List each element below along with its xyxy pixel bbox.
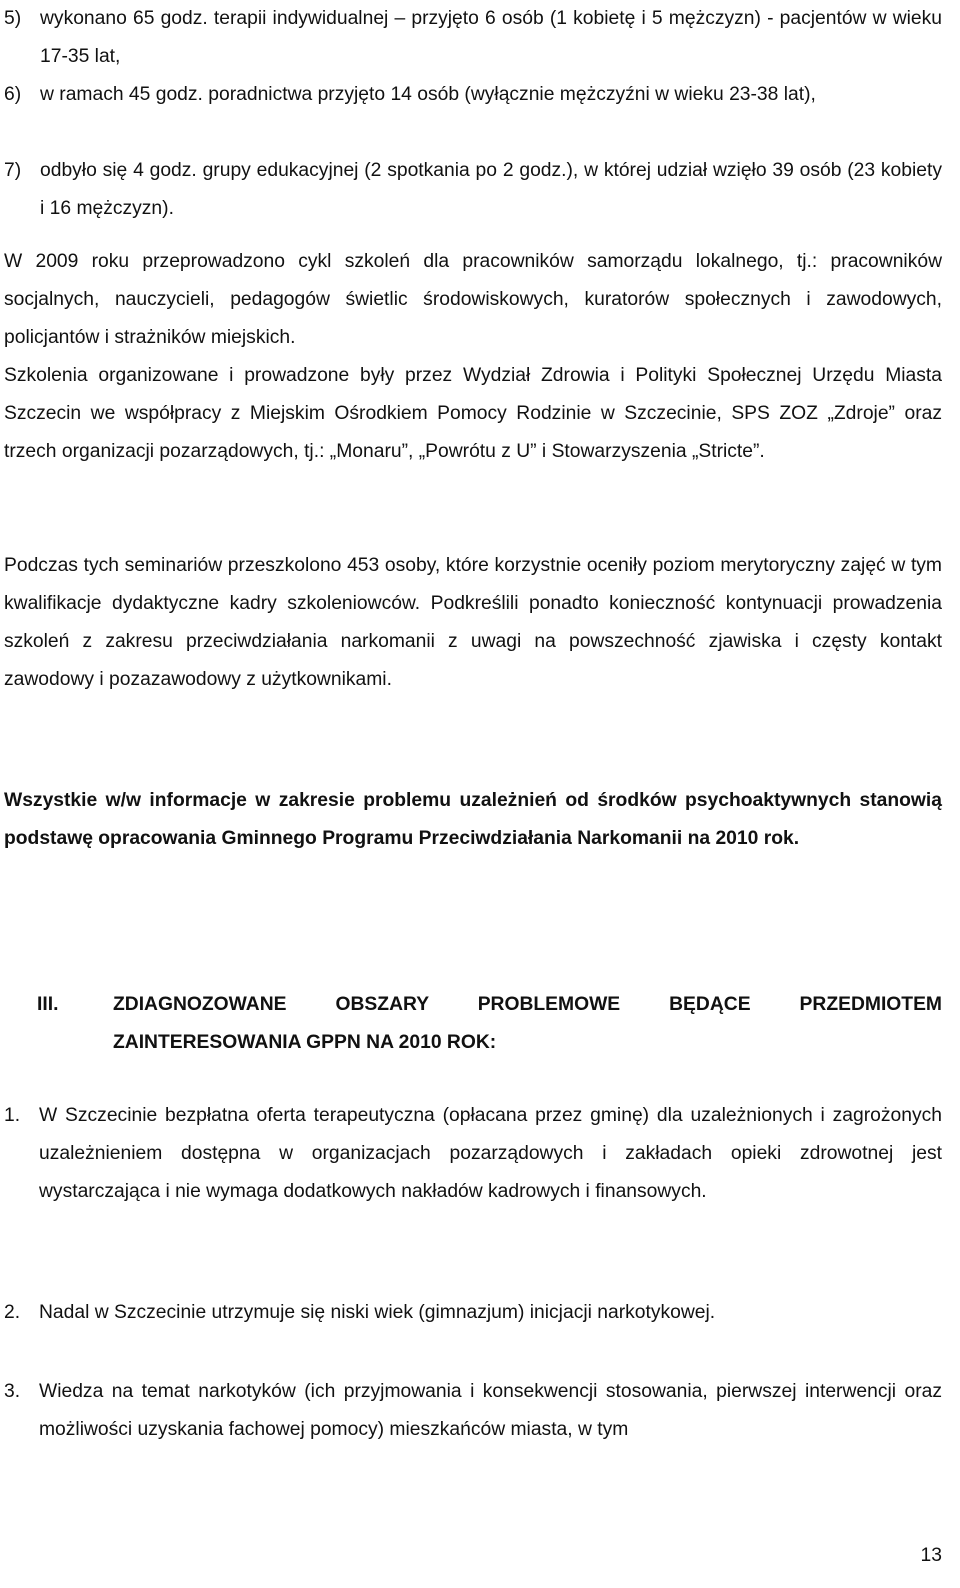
- section-list-item-text: Wiedza na temat narkotyków (ich przyjmowania i konsekwencji stosowania, pierwszej interwencji oraz możliwości uzyskania fachowej pomocy) mieszkańców miasta, w tym: [39, 1381, 942, 1440]
- list-item: [4, 0, 942, 76]
- section-title: ZDIAGNOZOWANE OBSZARY PROBLEMOWE BĘDĄCE PRZEDMIOTEM ZAINTERESOWANIA GPPN NA 2010 ROK:: [113, 994, 942, 1053]
- page-number: 13: [920, 1545, 942, 1566]
- bold-summary-statement: Wszystkie w/w informacje w zakresie problemu uzależnień od środków psychoaktywnych stanowią podstawę opracowania Gminnego Programu Przeciwdziałania Narkomanii na 2010 rok.: [4, 790, 942, 849]
- list-item: [4, 76, 942, 114]
- list-item-text: wykonano 65 godz. terapii indywidualnej – przyjęto 6 osób (1 kobietę i 5 mężczyzn) - pacjentów w wieku 17-35 lat,: [40, 8, 942, 67]
- list-item-text: w ramach 45 godz. poradnictwa przyjęto 14 osób (wyłącznie mężczyźni w wieku 23-38 lat),: [40, 84, 816, 105]
- section-number: III.: [37, 994, 59, 1015]
- section-list-item-text: W Szczecinie bezpłatna oferta terapeutyczna (opłacana przez gminę) dla uzależnionych i zagrożonych uzależnieniem dostępna w organizacjach pozarządowych i zakładach opieki zdrowotnej jest wystarczająca i nie wymaga dodatkowych nakładów kadrowych i finansowych.: [39, 1105, 942, 1202]
- section-list-item-number: 1.: [4, 1105, 21, 1126]
- list-item-number: 6): [4, 84, 22, 105]
- list-item: [4, 152, 942, 228]
- section-list-item: [4, 1294, 942, 1332]
- section-heading: [37, 986, 942, 1062]
- list-item-number: 5): [4, 8, 22, 29]
- list-item-text: odbyło się 4 godz. grupy edukacyjnej (2 spotkania po 2 godz.), w której udział wzięło 39 osób (23 kobiety i 16 mężczyzn).: [40, 160, 942, 219]
- paragraph-training-cycle: W 2009 roku przeprowadzono cykl szkoleń dla pracowników samorządu lokalnego, tj.: pracowników socjalnych, nauczycieli, pedagogów świetlic środowiskowych, kuratorów społecznych i zawodowych, policjantów i strażników miejskich.: [4, 251, 942, 348]
- section-list-item-number: 2.: [4, 1302, 21, 1323]
- section-list-item-text: Nadal w Szczecinie utrzymuje się niski wiek (gimnazjum) inicjacji narkotykowej.: [39, 1302, 716, 1323]
- list-item-number: 7): [4, 160, 22, 181]
- section-list-item: [4, 1097, 942, 1211]
- paragraph-seminar-results: Podczas tych seminariów przeszkolono 453 osoby, które korzystnie oceniły poziom merytoryczny zajęć w tym kwalifikacje dydaktyczne kadry szkoleniowców. Podkreślili ponadto konieczność kontynuacji prowadzenia szkoleń z zakresu przeciwdziałania narkomanii z uwagi na powszechność zjawiska i częsty kontakt zawodowy i pozazawodowy z użytkownikami.: [4, 555, 942, 690]
- section-list-item: [4, 1373, 942, 1449]
- section-list-item-number: 3.: [4, 1381, 21, 1402]
- paragraph-training-organizers: Szkolenia organizowane i prowadzone były przez Wydział Zdrowia i Polityki Społecznej Urzędu Miasta Szczecin we współpracy z Miejskim Ośrodkiem Pomocy Rodzinie w Szczecinie, SPS ZOZ „Zdroje” oraz trzech organizacji pozarządowych, tj.: „Monaru”, „Powrótu z U” i Stowarzyszenia „Stricte”.: [4, 365, 942, 462]
